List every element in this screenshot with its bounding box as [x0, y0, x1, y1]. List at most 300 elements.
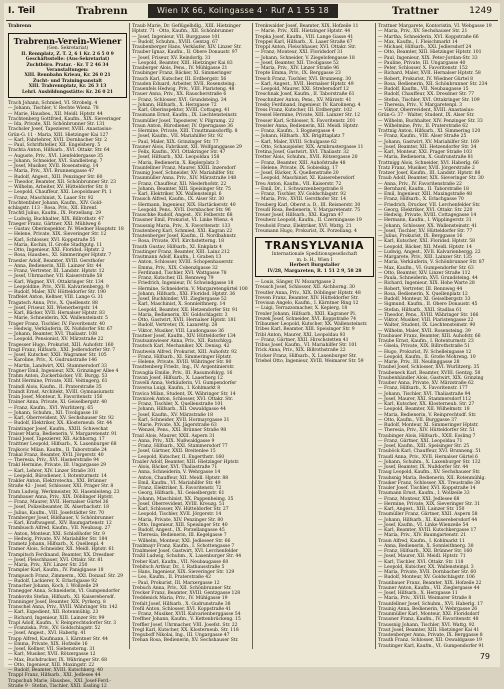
ad-title: TRANSYLVANIA [264, 239, 365, 252]
directory-entry: — Karl, Maschinist, X. Sonnleithnerg. 14 [132, 302, 226, 308]
directory-entry: Traussnig Johann, Tischler, XVI. Wattg. 92 [378, 622, 475, 628]
directory-entry: Trapl Adolf, Kaufm., V. Reinprechtsdorfer Str. 3 [8, 620, 117, 626]
ad-line: XIII. Trabrennplatz, Kr. 26 3 13 [28, 84, 107, 90]
directory-entry: — Marie, Hausbes., XII. Meidl. Hptstr. 44 [8, 111, 103, 117]
directory-entry: — Otto, Ingenieur, XIII. Speisinger Str. 40 [132, 522, 228, 528]
directory-column-4 [378, 24, 497, 649]
directory-entry: — Franz, Gärtner, XXI. Leopoldau 71 [378, 438, 463, 444]
directory-entry: Trehan Rosa, Bedienerin, XV. Sechshauser Str. [132, 638, 239, 644]
directory-entry: Traun Anton, Bürodiener, IV. Operngasse 36 [132, 123, 234, 129]
directory-entry: — Franziska, Priv., XV. Goldschlagstr. 52 [8, 626, 101, 631]
directory-entry: Trachta Anton, Hilfsarb., XVI. Ottakr. Str. 64 [8, 148, 110, 154]
directory-entry: Trampitsch Ferdinand, Beamter, XX. Dresdner [8, 552, 115, 558]
directory-entry: Trauker Franz, Schlosser, XX. Treustraße 38 [378, 480, 480, 486]
directory-entry: Traisl Josef, Tapezierer, XII. Aichhorng. 17 [8, 437, 105, 442]
directory-entry: — Peter, Schlosser, X. Favoritenstr. 152 [378, 66, 468, 71]
directory-entry: Tragatsch Anna, Priv., X. Quellenstr. 88 [8, 300, 98, 306]
directory-entry: Treddenick Maria, Priv., IV. Mühlgasse 19 [132, 596, 228, 602]
directory-entry: Trambusch Alfred, Kaufm., VII. Neubaug. 27 [8, 526, 111, 532]
directory-entry: Trapschuh Marie, Hausbes., XXI. Josef-Ferd.- [8, 678, 112, 684]
directory-entry: Travnicek Anton, Schlosser, XVI. Ottakr. Str. [132, 396, 234, 402]
directory-entry: — Josef, Maurer, XII. Meidl. Hptstr. 71 [378, 554, 466, 560]
directory-entry: — Leopold, Pensionist, XV. Märzstraße 22 [8, 337, 104, 343]
directory-entry: — Josef, Friseur, XV. Reindorfg. 31 [132, 55, 211, 61]
directory-entry: — Paul, Prokurist, III. Marxergasse 12 [132, 580, 220, 586]
directory-entry: — Hugo, Prokurist, IV. Schelleingasse 12 [378, 349, 472, 355]
directory-entry: Tramer Alois, Schneider, XII. Meidl. Hptstr. 61 [8, 547, 115, 553]
directory-entry: — Rudolf, Monteur, XV. Goldschlagstr. 106 [378, 575, 475, 581]
directory-entry: — Robert, Prokurist, IV. Wiedner Gürtel 8 [378, 76, 474, 82]
directory-entry: Trauler Josef, Tischler, XVI. Koppstraße 14 [378, 486, 476, 491]
directory-entry: Treffner Johann, Kaufm., V. Kettenbrückeng. 15 [132, 617, 241, 623]
directory-entry: — Walter, Student, IX. Liechtensteinstr. 90 [378, 323, 476, 329]
ad-line: XIII. Rennbahn Krieau, Kr. 26 0 21 [24, 73, 111, 79]
directory-entry: — Leopold, Kaufm., II. Große Mohreng. 10 [378, 354, 476, 360]
directory-entry: — Theresia, Priv., V. Margaretenpl. 3 [378, 102, 462, 108]
directory-entry: — Karl, Kraftwagenf., XIV. Baumgartenstr. 12 [8, 521, 112, 526]
directory-entry: Treschnak Josef, Kaufm., II. Taborstraße 61 [255, 92, 355, 98]
directory-entry: — Rudolf, Maler, XIV. Hütteldorfer Str. 190 [8, 290, 106, 295]
directory-entry: Traub Adolf, Beamter, XIX. Sieveringer Str. 30 [378, 176, 484, 182]
directory-entry: — Franz, Schlosser, XVI. Grundsteing. 34 [132, 97, 227, 103]
directory-entry: Tribaumer Leopold, Kutscher, XX. Wallensteinstr. [255, 322, 368, 327]
directory-entry: Trauner Alois, Fabrikant, XII. Wolfganggasse 29 [132, 144, 242, 150]
directory-entry: Trausch Alfred, Kaufm., IX. Alser Str. 30 [132, 197, 225, 203]
directory-entry: — Max, Kaufm., I. Fleischmarkt 14 [378, 39, 458, 45]
directory-entry: — Rudolf, Schuhm., XVIII. Gentzg. 67 [132, 39, 218, 45]
directory-entry: Trautinger Karl, Kaufm., VI. Gumpendorfer 91 [378, 643, 485, 649]
directory-entry: Traxlmeier Josef, Gastwirt, XVI. Lerchenfelder [132, 549, 239, 554]
directory-entry: — Marie, Priv., XIII. Hietzinger Hptstr. 44 [255, 29, 351, 35]
directory-entry: — Johann, Tischler, XVI. Thaliastraße 94 [378, 391, 471, 397]
directory-entry: Trauch Karl, Kutscher, III. Erdbergstr. 56 [132, 76, 227, 82]
directory-entry: — Wilhelm, Buchhalter, XIV. Penzinger Str. 33 [378, 118, 483, 124]
directory-entry: Tressler Anna, Bedienerin, XII. Meidl. Hptstr. [255, 123, 359, 129]
directory-entry: Traug Leopold, Kaufm., XV. Sechshauser Str. [378, 470, 481, 476]
directory-entry: — Maria, Verkäuferin, V. Schönbrunner Str. 87 [378, 260, 485, 266]
directory-entry: Traumüller Josef, Tapezierer, V. Pilgramg. 22 [132, 118, 235, 124]
directory-entry: — Emil, Ingenieur, XIII. Maxingstraße 48 [378, 192, 473, 197]
directory-entry: — Stefan, Hilfsarb., XXII. Stadlau 61 [378, 307, 462, 313]
transylvania-ad [255, 237, 374, 277]
directory-entry: Trankovits Stefan, Hilfsarb., XI. Kaiserebersdf. [8, 594, 115, 600]
directory-entry: — Franz, Beamter, XIII. Auhofstraße 48 [255, 160, 346, 166]
directory-entry: — Marie, Priv., III. Neulinggasse 28 [378, 360, 460, 365]
header-rule [6, 20, 498, 21]
directory-entry: — Leo, Kaufm., II. Praterstraße 42 [132, 575, 211, 581]
directory-entry: Tragesser Hugo, Prokurist, XIII. Auhofstr. 160 [8, 342, 114, 348]
directory-entry: — Anna, Schneiderin, V. Wehrgasse 14 [132, 470, 221, 476]
directory-entry: Traunmüller Anna, Priv., XIV. Märzstraße 148 [132, 176, 237, 182]
directory-entry: — Friedrich, Ingenieur, IV. Schwindgasse 18 [132, 281, 234, 287]
directory-entry: — Theodor, Beamter, XII. Schönbrunner Str. 23 [8, 179, 117, 185]
directory-entry: Traumann Ernst, Kaufm., I. Wollzeile 33 [378, 491, 470, 497]
directory-entry: — Leopold, Maschinist, XI. Kaiserebersdorf [255, 176, 355, 182]
directory-entry: — Martha, Schneiderin, XVI. Koppstraße 66 [378, 34, 479, 40]
directory-entry: Treu Anton, Kaufm., VII. Kaiserstr. 72 [255, 181, 342, 187]
directory-entry: — Helene, Private, XIX. Sieveringer Str. 12 [8, 232, 107, 238]
directory-entry: Tretina Josef, Gastwirt, XVI. Thaliastr. 32 [255, 150, 349, 155]
directory-entry: — Wilhelmine, Priv., II. Praterstraße 62 [378, 123, 468, 129]
directory-entry: — Rudolf, Chauffeur, XX. Dresdner Str. 77 [378, 92, 475, 98]
directory-entry: — Maria, Priv., XIV. Linzer Straße 96 [255, 66, 339, 71]
directory-entry: — Franz, Tischler, XV. Goldschlagstr. 92 [255, 192, 346, 197]
ad-line: m. b. H., Wien I [296, 257, 333, 263]
directory-entry: Trachtenberg Gottfried, Kaufm., XIX. Sieveringer [8, 116, 121, 122]
directory-entry: — Franz, Kaufm., XVI. Wurlitzerg. 65 [8, 405, 94, 411]
directory-entry: — Josef, Angest., XVI. Haberlg. 41 [8, 631, 87, 637]
directory-entry: — Maria, Priv., XVIII. Weimarer Straße 8 [378, 596, 472, 602]
directory-entry: Trampusch Franz, Zimmerm., XXI. Donauf. Str. 29 [8, 573, 123, 579]
directory-column-3 [255, 24, 374, 646]
directory-entry: — Franz, Musiker, XVII. Kalvarienberggasse 54 [132, 612, 241, 617]
directory-entry: Trautwein Alfred, Prokurist, XIII. Auhofstr. 92 [132, 349, 237, 355]
directory-entry: Tražil Ludwig, Schuhm., X. Laxenburger Str. 44 [132, 554, 242, 560]
directory-entry: Trenkwalder Josef, Beamter, XIX. Hofzeile 11 [255, 24, 359, 29]
directory-entry: — Rudolf, Monteur, XI. Simmeringer Hptstr. [378, 423, 479, 428]
directory-entry: Trapp Alfred, Kaufmann, I. Kärntner Str. 44 [8, 636, 108, 642]
directory-entry: — Josef, Kaufm., XV. Märzstraße 18 [132, 412, 214, 418]
directory-entry: — Anna, Priv., IV. Favoritenstraße 22 [378, 181, 462, 187]
directory-entry: Traunfellner Josef, Schuhm., XVI. Haberlg. 17 [378, 601, 483, 607]
directory-entry: — Gisela, Private, XIX. Billrothstraße 51 [378, 344, 470, 350]
directory-entry: — Anna, Bedienerin, XIII. Lainzer Str. 44 [8, 263, 102, 269]
directory-entry: — Emil, Kaufm., VI. Mariahilfer Str. 49 [132, 480, 221, 486]
directory-entry: — Karl, Kutscher, XXI. Floridsd. Hptstr. 58 [378, 239, 475, 245]
entry-list [378, 24, 497, 649]
directory-entry: — Josef, Kaufm., VI. Linke Wienzeile 54 [378, 522, 469, 528]
directory-entry: — Rosa, Bedienerin, X. Quellenplatz 12 [378, 291, 468, 297]
directory-entry: — Rudolf, Angest., XIII. Penzinger Str. 60 [8, 174, 103, 180]
directory-entry: — Wilhelm, Maler, XVII. Rosensteing. 39 [378, 328, 471, 334]
directory-entry: schlagstr. 113 · Rosa, Priv., XII. Ehrenf. [8, 206, 98, 211]
entry-list [8, 101, 127, 689]
directory-entry: — Rudolf, Lackierer, X. Erlachgasse 92 [8, 578, 97, 584]
directory-entry: — Karl, Monteur, XXI. Prager Straße 103 [378, 150, 472, 155]
directory-entry: Treuberg Karl, Oberst a. D., III. Reisnerstr. 30 [255, 202, 361, 208]
directory-entry: — Leopold, Bürodiener, I. Rotenturmstr. 14 [8, 473, 107, 479]
directory-entry: — Bernhard, Kaufm., II. Taborstraße 18 [378, 186, 469, 192]
directory-entry: — Hedwig, Private, XVIII. Cottagegasse 14 [378, 213, 477, 218]
directory-entry: Grün-G. 37 · Walter, Student, IX. Alser Str. [378, 113, 475, 119]
directory-entry: Trauer Anna, Priv., XX. Rauscherstraße 6 [132, 92, 227, 98]
directory-entry: Traub Marie, Dr. Geflügelhdlg., XIII. Hietzinger [132, 24, 241, 29]
directory-entry: — Hermine, Private, XIII. Trauttmansdorffg. 8 [132, 129, 238, 134]
directory-entry: — Franz, Elektriker, X. Favoritenstr. 72 [132, 486, 222, 491]
directory-entry: — Josef, Bäcker, X. Quellenstraße 20 [255, 171, 339, 176]
directory-entry: Trebuch Anna, Priv., XII. Schönbrunner Str. [132, 585, 232, 591]
directory-entry: — Wilhelm, Monteur, XXI. Jedleseer Str. 66 [132, 538, 231, 544]
directory-entry: — Maria, Priv., XVI. Brunnengasse 47 [8, 169, 95, 175]
directory-entry: — Richard, Maler, XVII. Hernalser Hptstr. 58 [378, 71, 481, 77]
directory-entry: — Johann, Schuhm., XII. Tivoligasse 18 [8, 410, 98, 416]
directory-entry: Trakler Anton, Elektrotechn., XXI. Brünner [8, 479, 107, 484]
ad-subtitle: (Gen. Sekretariat) [46, 46, 89, 52]
directory-entry: — Franz, Hilfsarb., XXI. Stammersdorf 77 [132, 444, 228, 449]
directory-entry: — Leopold, Pens., XVII. Dornbacher Str. 96 [132, 207, 231, 213]
directory-entry: Tramberger Josef, Bildhauer, V. Schönbrunner [8, 515, 114, 521]
directory-entry: — Viktor, Oberrevident, XVIII. Anastasius- [378, 108, 475, 113]
directory-entry: — Leopold, Beamter, XIII. Hietzinger Kai 83 [132, 60, 233, 66]
directory-entry: — Anton, Chauffeur, XII. Meidl. Hptstr. 88 [132, 475, 229, 481]
directory-entry: Traunig Anna, Bedienerin, V. Wehrgasse 26 [378, 606, 478, 612]
directory-entry: Trauberger Alois, Pens., IV. Mühlgasse 21 [132, 66, 228, 71]
directory-entry: Trakal Franz, Beamter, XVII. Jörgerstr. 40 [8, 452, 104, 458]
directory-entry: Trauden Eduard, Arbeiter, XVII. Rosensteing. [132, 81, 236, 87]
directory-entry: — Maria, Private, XVII. Dornbacher Str. 60 [378, 570, 477, 575]
directory-entry: — Johann, Schuhm., X. Laxenburger Str. 132 [378, 459, 481, 465]
directory-entry: — Franz, Monteur, XXI. Floridsdorf 31 [255, 50, 343, 56]
directory-entry: Trauhsnig Maria, Bedienerin, XII. Rotenmühlg. [378, 475, 486, 481]
directory-entry: — Helene, Private, XVIII. Währinger Str. 80 [132, 360, 232, 365]
directory-entry: — Helene, Private, IX. Sobieskig. 17 [255, 165, 338, 171]
directory-entry: Traht Hermine, Private, XIII. Veitingerg. 61 [8, 379, 108, 385]
directory-entry: — Karl, Musiker, XVII. Rötzergasse 12 [8, 652, 96, 658]
directory-entry: — Wenzel, Pens., XXI. Brünner Straße 98 [132, 428, 227, 434]
ad-line: IV/28, Margareten, R. 1 51 2 9, 58 28 [267, 268, 362, 274]
directory-entry: — Johann, Hilfsarb., XII. Oswaldgasse 44 [132, 407, 226, 413]
directory-entry: Trametz Johann, Hilfsarb., X. Quellenpl. 4 [8, 542, 104, 547]
directory-entry: Traxlmayr Franz, Kaufm., I. Schottengasse 7 [132, 543, 235, 549]
directory-entry: — Anna, Priv., XIX. Nußwaldgasse 9 [132, 438, 215, 444]
directory-entry: — Rudolf, Kaufm., VII. Neubaugasse 15 [378, 87, 469, 92]
directory-entry: Tragl Franz, Hilfsarb., XXI. Jedlersdorfer Str. 7 [8, 347, 116, 353]
directory-entry: Trautner Josef, Kaufm., XIV. Hütteldorfer 134 [132, 333, 236, 339]
directory-entry: — Johann, Hilfsarb., XI. Kaiserebersdorf 44 [378, 517, 478, 523]
directory-entry: Trambauer Anna, Priv., XIX. Döblinger Hptstr. [8, 494, 114, 500]
directory-entry: Triebel Otto, Ingenieur, XVIII. Weimarer Str. 59 [255, 358, 364, 364]
directory-entry: — Franz, Gärtner, XXII. Hirschstetten 41 [255, 337, 349, 343]
section-heading: Trabrenn [8, 24, 32, 29]
directory-entry: Trefalt Josef, Hilfsarb., X. Gudrunstraße 38 [132, 601, 231, 607]
directory-entry: Trachtenfaber Johann, Kaufm., XIV. Gold- [8, 200, 103, 206]
directory-entry: Traubel Josef, Schlosser, XVI. Wurlitzerg. 35 [378, 365, 480, 371]
directory-entry: — Wilhelm, Arbeiter, XV. Hütteldorfer Str. 8 [8, 185, 108, 190]
directory-entry: — Julius, Kaufm., VIII. Josefstädter Str. 70 [8, 510, 105, 516]
directory-entry: — Josef, Uhrmacher, VII. Kaiserstraße 58 [8, 274, 103, 280]
directory-entry: Tricker Franz, Hilfsarb., X. Laxenburger Str. [255, 353, 357, 359]
directory-entry: Trauber Ignaz, Kaufm., II. Obere Donaustr. 97 [132, 50, 238, 56]
directory-entry: — Leopold, Kutscher, XX. Wallensteinpl. 3 [378, 564, 474, 570]
directory-entry: — Josef, Beamter, XII. Hetzendorfer Str. 34 [378, 144, 477, 150]
directory-entry: — Franz, Kutscher, III. Rennweg 79 [132, 276, 214, 281]
directory-entry: — Maria, Priv., XIV. Baumgartenstr. 21 [378, 533, 467, 539]
directory-entry: — Karl, Schneider, XVII. Hormayrgasse 31 [132, 417, 230, 423]
directory-entry: Trepte Emma, Priv., IX. Berggasse 23 [255, 71, 341, 77]
directory-entry: — Richard, Ingenieur, XIII. Lainzer Str. 99 [8, 615, 105, 621]
directory-entry: — Maria, Priv., XV. Sechshauser Str. 21 [378, 29, 468, 35]
directory-entry: Treppl Anton, Fleischhauer, XVI. Ottakr. Str. [255, 45, 357, 50]
directory-entry: — Emma, Priv., XIX. Cobenzlgasse 32 [132, 265, 218, 271]
header-address-banner: Wien IX 66, Kolingasse 4 · Ruf A 1 55 18 [148, 4, 338, 18]
directory-entry: Train Josef, Monteur, X. Favoritenstr. 156 [8, 395, 103, 400]
directory-entry: — Otto, Ingenieur, XXI. Floridsd. Hptstr. 2 [8, 248, 105, 253]
directory-entry: — Karl, Schlosser, XVI. Koppstraße 55 [8, 237, 96, 243]
directory-entry: — Paula, Schneiderin, XVI. Grundsteing. 44 [378, 276, 478, 281]
directory-entry: Tribes Karl, Beamter, XIII. Speisinger Str. 9 [255, 327, 355, 333]
directory-entry: — Josef, Polizeibeamter, IX. Alserbachstr. 18 [8, 505, 110, 511]
directory-entry: Trecker Franz, Beamter, XVIII. Gentzgasse 128 [132, 591, 241, 596]
directory-entry: — Anna, Bedienerin, X. Sonnleithnerg. 30 [378, 543, 474, 549]
directory-entry: Traubauer Franz, Beamter, XIII. Auhofstr. 66 [378, 333, 481, 339]
directory-entry: — Friedrich, Drucker, VII. Lerchenfelder Str. [378, 202, 481, 208]
directory-entry: Tranninger Josef, Beamter, XIX. Pyrkerg. 8 [8, 599, 106, 605]
directory-entry: — Maria, Bedienerin, XV. Goldschlagstr. 3 [132, 312, 228, 318]
directory-entry: — Karl, Lehrer, XIV. Linzer Straße 301 [8, 468, 96, 474]
directory-entry: — Johann, Gastwirt, XV. Mariahilfer Str. 169 [378, 139, 479, 145]
directory-entry: Traindl Alois, Kaufm., II. Praterstraße 35 [8, 384, 102, 390]
directory-entry: — Maria, Bedienerin, X. Keplerplatz 3 [132, 160, 219, 166]
directory-entry: Treuer Josef, Hilfsarb., XXI. Kagran 47 [255, 213, 344, 218]
directory-entry: Tribus Josef, Kaufm., VI. Mariahilfer Str. 101 [255, 343, 358, 348]
directory-entry: Treusch Josef, Schlosser, XII. Aichhorng. 30 [255, 285, 355, 291]
directory-entry: — Josef, Kaufm., VII. Mariahilfer Str. 92 [132, 134, 223, 140]
directory-entry: Trautenberger Josef, Kaufm., II. Nordbahnstr. [132, 234, 237, 239]
directory-entry: Trauth Franz, Schlosser, XII. Oswaldgasse 19 [378, 638, 482, 644]
directory-entry: Treutler Anna, Priv., XIX. Döblinger Hptstr. 48 [255, 290, 361, 296]
directory-entry: — Hermann, Kaufm., I. Wipplingerstr. 31 [378, 218, 472, 224]
directory-entry: — Leopold, Beamter, XII. Wilhelmstr. 18 [378, 407, 470, 413]
directory-entry: — Marie, Private, XX. Jägerstraße 63 [132, 423, 217, 428]
directory-entry: Traubenberger Hans, Verkäufer, XIV. Linzer Str. [132, 45, 242, 50]
directory-entry: Trappl Franz, Hilfsarb., XXI. Jedlesee 44 [8, 673, 101, 679]
directory-entry: — Josef, Buchbinder, VII. Zieglergasse 52 [132, 297, 227, 302]
directory-entry: Traindt Ernst, Architekt, XVIII. Gymnasiumstr. [8, 389, 115, 395]
trabrenn-verein-ad [8, 33, 127, 98]
directory-entry: — Emma, Private, XIX. Hofzeile 16 [8, 641, 88, 647]
directory-entry: — Johann, Beamter, XIII. Speisinger Str. 75 [132, 186, 231, 192]
directory-entry: — Martin, Landwirt, XXI. Stammersdorf 33 [8, 363, 107, 369]
directory-entry: Tranacher Johann, Koch, I. Wollzeile 29 [8, 584, 99, 589]
entry-list [132, 24, 251, 644]
directory-entry: — Gustav, Oberinspektor, IV. Wiedner Hauptstr. 18 [8, 227, 124, 232]
ad-line: Zuchtbüro. Pratar. · Kr. T 2 46 34 [26, 62, 109, 68]
directory-entry: Trautmann Adolf, Kaufm., I. Graben 13 [132, 255, 222, 260]
directory-entry: — Paul, Ingenieur, XIX. Peter-Jordan-Str. 33 [378, 55, 478, 61]
directory-entry: — Otto, Ingenieur, XIII. Maxingstr. 22 [8, 662, 95, 668]
directory-entry: Treudl Rosa, Bedienerin, V. Margaretenstr. 75 [255, 207, 361, 213]
directory-entry: — Theresia, Priv., XIV. Hütteldorfer Str. 51 [378, 428, 475, 434]
directory-entry: Travaglia Emilie, Priv., III. Rasumofskyg. 16 [132, 370, 233, 376]
directory-entry: Grün-G. 11 · Maria, XIII. Hietzinger Kai 127 [8, 132, 109, 138]
directory-entry: — Karl, Oberrevident, XV. Sechshauser Str. 92 [8, 416, 114, 421]
directory-entry: Traubenhändler Alois, Gastwirt, XIX. Grinzing [378, 375, 484, 381]
directory-entry: Straße 9 · Stefan, Tischler, XXII. Essling 12 [8, 683, 107, 689]
directory-entry: — Karl, Angest., XIII. Lainzer Str. 150 [378, 507, 465, 512]
right-running-head: Trattner [392, 6, 439, 17]
directory-entry: Treguboff Nikolai, Ing., III. Ungargasse 47 [132, 633, 230, 638]
column-divider [129, 23, 130, 649]
directory-entry: — Hans, Ingenieur, XIX. Sieveringer Str. 129 [132, 570, 235, 575]
directory-entry: Trager Franz, Tischler, IV. Favoritenstr. 40 [8, 321, 105, 327]
directory-entry: — Josef, Hilfsarb., XXI. Leopoldau 158 [132, 155, 220, 161]
directory-entry: — Karoline, Priv., X. Gudrunstraße 146 [8, 358, 98, 364]
ad-line: Herbert Burgstaller [289, 263, 340, 268]
directory-entry: — Margarete, Priv., XIII. Lainzer Str. 135 [378, 255, 472, 260]
directory-entry: — Josef, Gärtner, XXII. Breitenlee 15 [132, 449, 216, 455]
directory-entry: — Felix, Kaufm., XVI. Ottakringer Str. 47 [132, 150, 226, 155]
directory-entry: Tresser Karl, Schlosser, X. Favoritenstr. 201 [255, 118, 356, 124]
directory-entry: — Alois, Bäcker, XVI. Thaliastraße 71 [132, 465, 218, 470]
directory-page [4, 3, 500, 689]
directory-entry: — Georg, Elektriker, XVI. Ottakr. Str. 220 [378, 207, 473, 213]
directory-entry: — Otto, Beamter, XIV. Linzer Straße 112 [378, 270, 471, 276]
directory-entry: Traversa Luigi, Kaufm., I. Kohlmarkt 8 [132, 386, 221, 392]
directory-entry: — Anton, Schlosser, XVIII. Schopenhauerstr. [132, 260, 234, 266]
directory-entry: Treumann Hugo, Prokurist, IX. Porzellang. 4 [255, 228, 357, 234]
directory-entry: Traunbauer Franz, Beamter, XIX. Hofzeile 22 [378, 580, 482, 586]
directory-entry: Traxler Adolf, Beamter, XIII. Hietzinger Hptstr. [132, 459, 240, 465]
directory-entry: — Theresia, Bedienerin, III. Kegelgasse 7 [132, 533, 227, 539]
directory-entry: Traunig Josef, Schneider, XV. Mariahilfer Str. [132, 171, 235, 176]
directory-entry: — Paul, Schriftsteller, XII. Engelsberg. 5 [8, 143, 101, 148]
directory-entry: — Maria, Private, XIV. Penzinger Str. 80 [132, 517, 224, 523]
directory-entry: — Josef, Hilfsarb., X. Herzgasse 11 [378, 591, 458, 596]
directory-entry: Trachsler Josef, Tapezierer, XVIII. Anastasius- [8, 127, 113, 133]
directory-entry: Travan Josef, Hilfsarb., X. Laaerberg 12 [132, 375, 223, 381]
directory-entry: — Karl, Fahrlehrer, XVII. Dornbacher Str. 2 [8, 137, 107, 143]
directory-entry: — Auguste, Priv., XVI. Lienfeldergasse 35 [8, 153, 103, 159]
directory-entry: Traintinger Josef, Kaufm., XXIII. Schwechat [8, 426, 108, 432]
directory-entry: — Otto, Gastwirt, XVII. Hernalser Hptstr. 181 [132, 318, 237, 323]
directory-entry: Tretter Alois, Schuhm., XVII. Rötzergasse 20 [255, 155, 358, 161]
directory-entry: — Johann, Schneider, XVI. Sandleiteng. 7 [8, 158, 103, 164]
footer-page-code: 79 [479, 652, 490, 661]
left-running-head: Trabrenn [76, 6, 128, 17]
directory-entry: — Michael, Hilfsarb., XXI. Jedlersdorf 24 [378, 45, 472, 50]
directory-entry: — Franz, Hilfsarb., XXI. Brünner Str. 160 [378, 549, 473, 554]
directory-entry: — Louis, Sänger, IV. Mozartgasse 2 [255, 280, 336, 285]
directory-entry: — Johann, Maschinist, XX. Pappenheimg. 35 [132, 496, 234, 502]
directory-entry: — Leopold, Maurer, XXI. Strebersdorf 12 [255, 87, 349, 92]
directory-entry: — Luigi, Terrazzomacher, X. Keplerg. 18 [255, 306, 348, 312]
directory-entry: — Ludwig, Buchhalter, XIX. Billrothstr. 47 [8, 216, 104, 222]
directory-entry: — Stefan, Tischler, XVI. Ottakringer Str. 109 [378, 97, 480, 103]
directory-entry: — Otto, Beamter, XIII. Hietzinger Hptstr. 101 [378, 50, 482, 56]
directory-entry: Traexler Adolf, Beamter, XVIII. Gersthofer [8, 258, 105, 264]
directory-entry: — Karl, Tischler, XVI. Ottakr. Str. 118 [378, 559, 464, 565]
directory-entry: — Franz, Hilfsarb., XI. Simmeringer Hptstr. [132, 354, 232, 360]
directory-entry: — Johann, Tischler, V. Rechte Wienz. 78 [8, 106, 99, 112]
directory-entry: Trausner Franz, Kaufm., IV. Favoritenstr. 48 [378, 617, 479, 623]
directory-entry: — Maria, Kochin, II. Große Stadtgutg. 11 [8, 242, 103, 248]
directory-entry: — Johann, Hilfsarb., XX. Brigittaplatz 7 [255, 134, 345, 140]
directory-entry: Traeger Franz, Gärtner, XXI. Mühlweg 6 [8, 221, 101, 227]
directory-column-2 [132, 24, 251, 646]
directory-entry: — Josef, Kaufm., XIII. Speisinger Str. 25 [378, 444, 470, 449]
directory-entry: — Hermine, Schneiderin, V. Margaretengürtel 100 [132, 286, 248, 292]
directory-entry: Trautenberger Anna, Private, IX. Berggasse 8 [378, 633, 483, 638]
directory-entry: — Johann, Schlosser, XX. Wallensteinstr. 41 [378, 223, 478, 229]
directory-entry: — Robert, Vertreter, III. Rennweg 44 [378, 286, 463, 292]
directory-entry: Tratz Franz, Musiker, XVII. Jörgerstraße 2 [378, 165, 475, 171]
directory-entry: Trezek Josef, Schneider, XVI. Koppstraße 74 [255, 316, 356, 322]
directory-entry: Traudl Anna, Priv., XVII. Hernalser Gürtel 6 [378, 454, 478, 460]
directory-entry: Straße 42 · Josef, Schlosser, XXI. Prager Str. 8 [8, 484, 114, 490]
column-divider [252, 23, 253, 649]
directory-entry: — Paul, Maler, XIX. Grinzinger Str. 77 [132, 139, 219, 145]
directory-entry: — Franz, Maschinist, X. Laaer Str. 92 [8, 195, 94, 201]
directory-entry: Traubeneck Karl, Beamter, XVIII. Gentzg. 58 [378, 370, 481, 376]
directory-entry: — Pauline, Private, III. Ungargasse 40 [378, 60, 466, 66]
directory-entry: — Johann, Schneider, V. Ziegelofengasse 18 [255, 55, 355, 61]
directory-entry: Trebitsch Arthur, Dr., I. Rathausstraße 5 [132, 564, 225, 570]
directory-entry: Hptstr. 71 · Otto, Kaufm., XII. Schönbrunner [132, 29, 234, 35]
ad-line: Veranstaltungen: [46, 67, 89, 73]
directory-entry: Treber Karl, Kaufm., VII. Neubaugasse 60 [132, 559, 229, 565]
directory-entry: Traut Josef, Beamter, XIII. Hietzinger Kai 41 [378, 627, 480, 633]
directory-entry: — Leopold, Kutscher, II. Engerthstr. 160 [132, 454, 225, 460]
